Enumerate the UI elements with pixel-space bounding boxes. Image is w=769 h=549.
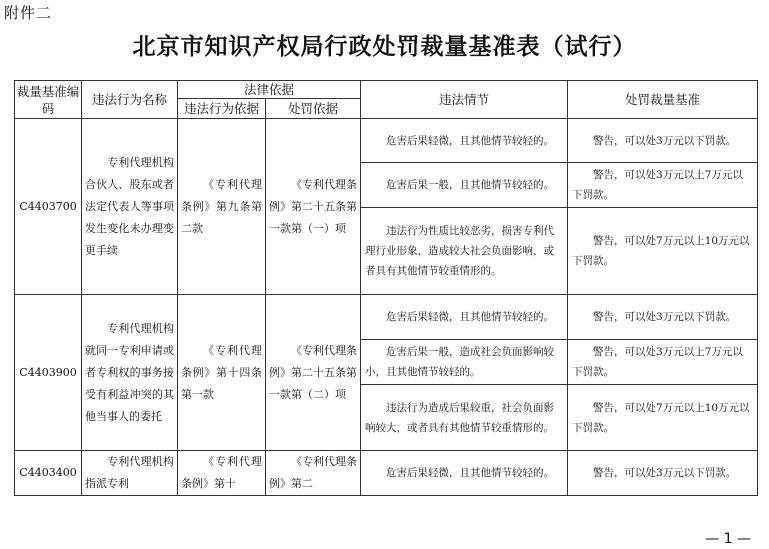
behavior-cell: 专利代理机构合伙人、股东或者法定代表人等事项发生变化未办理变更手续: [82, 119, 178, 295]
page-number: — 1 —: [705, 531, 751, 547]
attachment-label: 附件二: [4, 4, 53, 22]
code-cell: C4403400: [15, 451, 82, 496]
header-code: 裁量基准编码: [15, 81, 82, 119]
header-penalty-basis: 处罚依据: [266, 99, 361, 119]
penalty-standard-table: [14, 80, 758, 496]
violation-basis-cell: 《专利代理条例》第十四条第一款: [178, 295, 266, 451]
page-title: 北京市知识产权局行政处罚裁量基准表（试行）: [132, 34, 637, 60]
standard-cell: 警告，可以处7万元以上10万元以下罚款。: [568, 385, 758, 451]
penalty-basis-cell: 《专利代理条例》第二十五条第一款第（一）项: [266, 119, 361, 295]
table-row: [15, 451, 758, 496]
circumstance-cell: 危害后果一般，且其他情节较轻的。: [361, 163, 568, 208]
circumstance-cell: 危害后果轻微，且其他情节较轻的。: [361, 119, 568, 163]
circumstance-cell: 违法行为性质比较恶劣，损害专利代理行业形象，造成较大社会负面影响，或者具有其他情节较重情形的。: [361, 208, 568, 295]
circumstance-cell: 危害后果轻微，且其他情节较轻的。: [361, 451, 568, 496]
header-legal-basis: 法律依据: [178, 81, 361, 99]
standard-cell: 警告，可以处3万元以下罚款。: [568, 295, 758, 340]
header-circumstance: 违法情节: [361, 81, 568, 119]
table-row: [15, 295, 758, 340]
circumstance-cell: 违法行为造成后果较重，社会负面影响较大，或者具有其他情节较重情形的。: [361, 385, 568, 451]
circumstance-cell: 危害后果轻微，且其他情节较轻的。: [361, 295, 568, 340]
standard-cell: 警告，可以处3万元以上7万元以下罚款。: [568, 163, 758, 208]
circumstance-cell: 危害后果一般，造成社会负面影响较小，且其他情节较轻的。: [361, 340, 568, 385]
behavior-cell: 专利代理机构指派专利: [82, 451, 178, 496]
code-cell: C4403700: [15, 119, 82, 295]
violation-basis-cell: 《专利代理条例》第九条第二款: [178, 119, 266, 295]
header-behavior: 违法行为名称: [82, 81, 178, 119]
table-row: [15, 119, 758, 163]
standard-cell: 警告，可以处3万元以下罚款。: [568, 119, 758, 163]
code-cell: C4403900: [15, 295, 82, 451]
penalty-basis-cell: 《专利代理条例》第二十五条第一款第（二）项: [266, 295, 361, 451]
header-violation-basis: 违法行为依据: [178, 99, 266, 119]
violation-basis-cell: 《专利代理条例》第十: [178, 451, 266, 496]
standard-cell: 警告，可以处7万元以上10万元以下罚款。: [568, 208, 758, 295]
behavior-cell: 专利代理机构就同一专利申请或者专利权的事务接受有利益冲突的其他当事人的委托: [82, 295, 178, 451]
penalty-standard-table-container: [14, 80, 757, 496]
header-standard: 处罚裁量基准: [568, 81, 758, 119]
standard-cell: 警告，可以处3万元以上7万元以下罚款。: [568, 340, 758, 385]
penalty-basis-cell: 《专利代理条例》第二: [266, 451, 361, 496]
standard-cell: 警告，可以处3万元以下罚款。: [568, 451, 758, 496]
